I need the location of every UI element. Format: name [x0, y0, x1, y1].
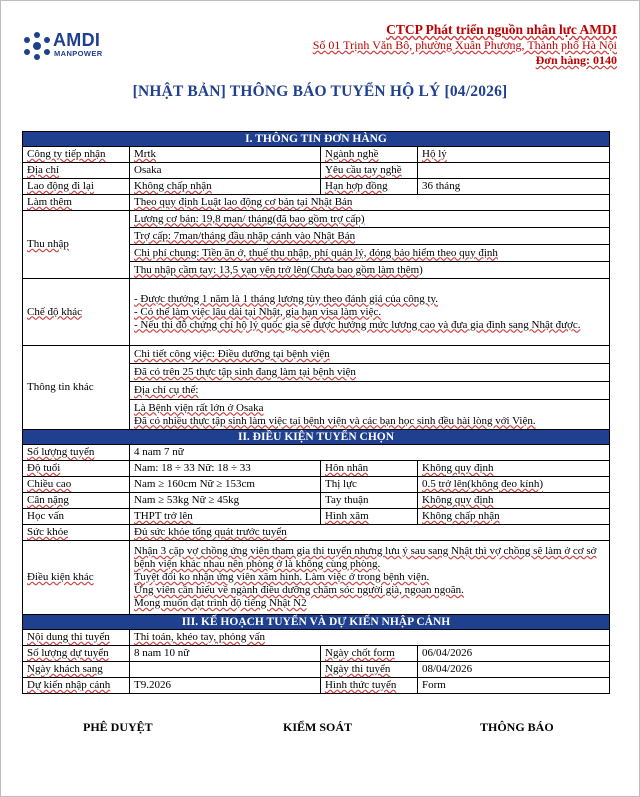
field-value: 08/04/2026: [418, 662, 610, 678]
field-label: Hôn nhân: [321, 461, 418, 477]
logo-word: AMDI: [53, 30, 101, 50]
field-label: Ngành nghề: [321, 147, 418, 163]
field-value: Không quy định: [418, 493, 610, 509]
field-label: Thông tin khác: [23, 346, 130, 430]
section-heading: I. THÔNG TIN ĐƠN HÀNG: [23, 132, 610, 147]
amdi-logo: [22, 31, 112, 61]
field-label: Chế độ khác: [23, 279, 130, 346]
field-label: Công ty tiếp nhận: [23, 147, 130, 163]
condition-line: Mong muốn đạt trình độ tiếng Nhật N2: [134, 597, 307, 609]
logo-mark-icon: [22, 31, 52, 61]
field-value: Thi toán, khéo tay, phỏng vấn: [130, 630, 610, 646]
field-value: [418, 163, 610, 179]
notice-label: THÔNG BÁO: [480, 720, 554, 734]
field-label: Điều kiện khác: [23, 541, 130, 615]
field-value: 36 tháng: [418, 179, 610, 195]
field-label: Độ tuổi: [23, 461, 130, 477]
income-line: Chi phí chung: Tiền ăn ở, thuế thu nhập, phí quản lý, đóng bảo hiểm theo quy định: [130, 245, 610, 262]
field-label: Ngày khách sang: [23, 662, 130, 678]
condition-line: Nhận 3 cặp vợ chồng ứng viên tham gia thi tuyển nhưng lưu ý sau sang Nhật thì vợ chồng sẽ làm ở cơ sở bệnh viện khác nhau nên phòng ở là không cùng phòng.: [134, 545, 597, 570]
field-label: Hình xăm: [321, 509, 418, 525]
info-line: Địa chỉ cụ thể:: [130, 382, 610, 400]
field-value: THPT trở lên: [130, 509, 321, 525]
field-label: Ngày thi tuyển: [321, 662, 418, 678]
field-value: Không chấp nhận: [130, 179, 321, 195]
field-label: Sức khỏe: [23, 525, 130, 541]
field-value: Không chấp nhận: [418, 509, 610, 525]
field-label: Địa chỉ: [23, 163, 130, 179]
control-label: KIỂM SOÁT: [283, 720, 353, 734]
field-label: Yêu cầu tay nghề: [321, 163, 418, 179]
info-line: Đã có trên 25 thực tập sinh đang làm tại bệnh viện: [130, 364, 610, 382]
field-label: Số lượng dự tuyển: [23, 646, 130, 662]
field-label: Dự kiến nhập cảnh: [23, 678, 130, 694]
field-label: Học vấn: [23, 509, 130, 525]
order-number: Đơn hàng: 0140: [535, 53, 617, 67]
field-value: 06/04/2026: [418, 646, 610, 662]
field-label: Làm thêm: [23, 195, 130, 211]
field-label: Ngày chốt form: [321, 646, 418, 662]
field-value: Nam ≥ 160cm Nữ ≥ 153cm: [130, 477, 321, 493]
income-line: Lương cơ bản: 19,8 man/ tháng(đã bao gồm trợ cấp): [130, 211, 610, 228]
order-table: [22, 131, 610, 694]
info-lines: [130, 400, 610, 430]
field-value: Đủ sức khỏe tổng quát trước tuyển: [130, 525, 610, 541]
benefit-line: - Nếu thi đỗ chứng chỉ hộ lý quốc gia sẽ được hưởng mức lương cao và đưa gia đình sang Nhật được.: [134, 318, 581, 331]
field-value: Form: [418, 678, 610, 694]
field-label: Cân nặng: [23, 493, 130, 509]
logo-subtitle: MANPOWER: [54, 49, 103, 58]
condition-line: Ứng viên cần hiểu về ngành điều dưỡng chăm sóc người già, ngoan ngoãn.: [134, 584, 464, 596]
field-value: [130, 662, 321, 678]
field-value: Osaka: [130, 163, 321, 179]
field-value: 8 nam 10 nữ: [130, 646, 321, 662]
benefit-line: - Được thưởng 1 năm là 1 tháng lương tùy theo đánh giá của công ty.: [134, 292, 439, 305]
approve-label: PHÊ DUYỆT: [83, 720, 153, 734]
income-line: Trợ cấp: 7man/tháng đầu nhập cảnh vào Nhật Bản: [130, 228, 610, 245]
field-value: Mrtk: [130, 147, 321, 163]
income-line: Thu nhập cầm tay: 13,5 vạn yên trở lên(Chưa bao gồm làm thêm): [130, 262, 610, 279]
benefit-line: - Có thể làm việc lâu dài tại Nhật, gia hạn visa làm việc.: [134, 305, 382, 318]
info-line: Là Bệnh viện rất lớn ở Osaka: [134, 401, 264, 414]
document-title: [NHẬT BẢN] THÔNG BÁO TUYỂN HỘ LÝ [04/2026]: [132, 83, 508, 100]
section-heading: II. ĐIỀU KIỆN TUYỂN CHỌN: [23, 430, 610, 445]
field-label: Nội dung thi tuyển: [23, 630, 130, 646]
benefit-list: [130, 279, 610, 346]
info-line: Chi tiết công việc: Điều dưỡng tại bệnh viện: [130, 346, 610, 364]
field-value: T9.2026: [130, 678, 321, 694]
field-value: 0.5 trở lên(không đeo kính): [418, 477, 610, 493]
field-label: Thị lực: [321, 477, 418, 493]
field-value: Không quy định: [418, 461, 610, 477]
field-value: Hộ lý: [418, 147, 610, 163]
field-label: Hạn hợp đồng: [321, 179, 418, 195]
field-label: Chiều cao: [23, 477, 130, 493]
field-value: 4 nam 7 nữ: [130, 445, 610, 461]
field-label: Hình thức tuyển: [321, 678, 418, 694]
field-value: Theo quy định Luật lao động cơ bản tại Nhật Bản: [130, 195, 610, 211]
field-label: Số lượng tuyển: [23, 445, 130, 461]
field-value: Nam ≥ 53kg Nữ ≥ 45kg: [130, 493, 321, 509]
section-heading: III. KẾ HOẠCH TUYỂN VÀ DỰ KIẾN NHẬP CẢNH: [23, 615, 610, 630]
info-line: Đã có nhiều thực tập sinh làm việc tại bệnh viện và các bạn học sinh đều hài lòng với Viện.: [134, 414, 536, 427]
company-name: CTCP Phát triển nguồn nhân lực AMDI: [386, 22, 617, 37]
field-label: Thu nhập: [23, 211, 130, 279]
conditions-list: [130, 541, 610, 615]
field-label: Lao động đi lại: [23, 179, 130, 195]
company-address: Số 01 Trịnh Văn Bô, phường Xuân Phương, Thành phố Hà Nội: [312, 38, 617, 52]
condition-line: Tuyệt đối ko nhận ứng viên xăm hình. Làm việc ở trong bệnh viện.: [134, 571, 430, 583]
company-header: [313, 21, 617, 68]
field-label: Tay thuận: [321, 493, 418, 509]
field-value: Nam: 18 ÷ 33 Nữ: 18 ÷ 33: [130, 461, 321, 477]
